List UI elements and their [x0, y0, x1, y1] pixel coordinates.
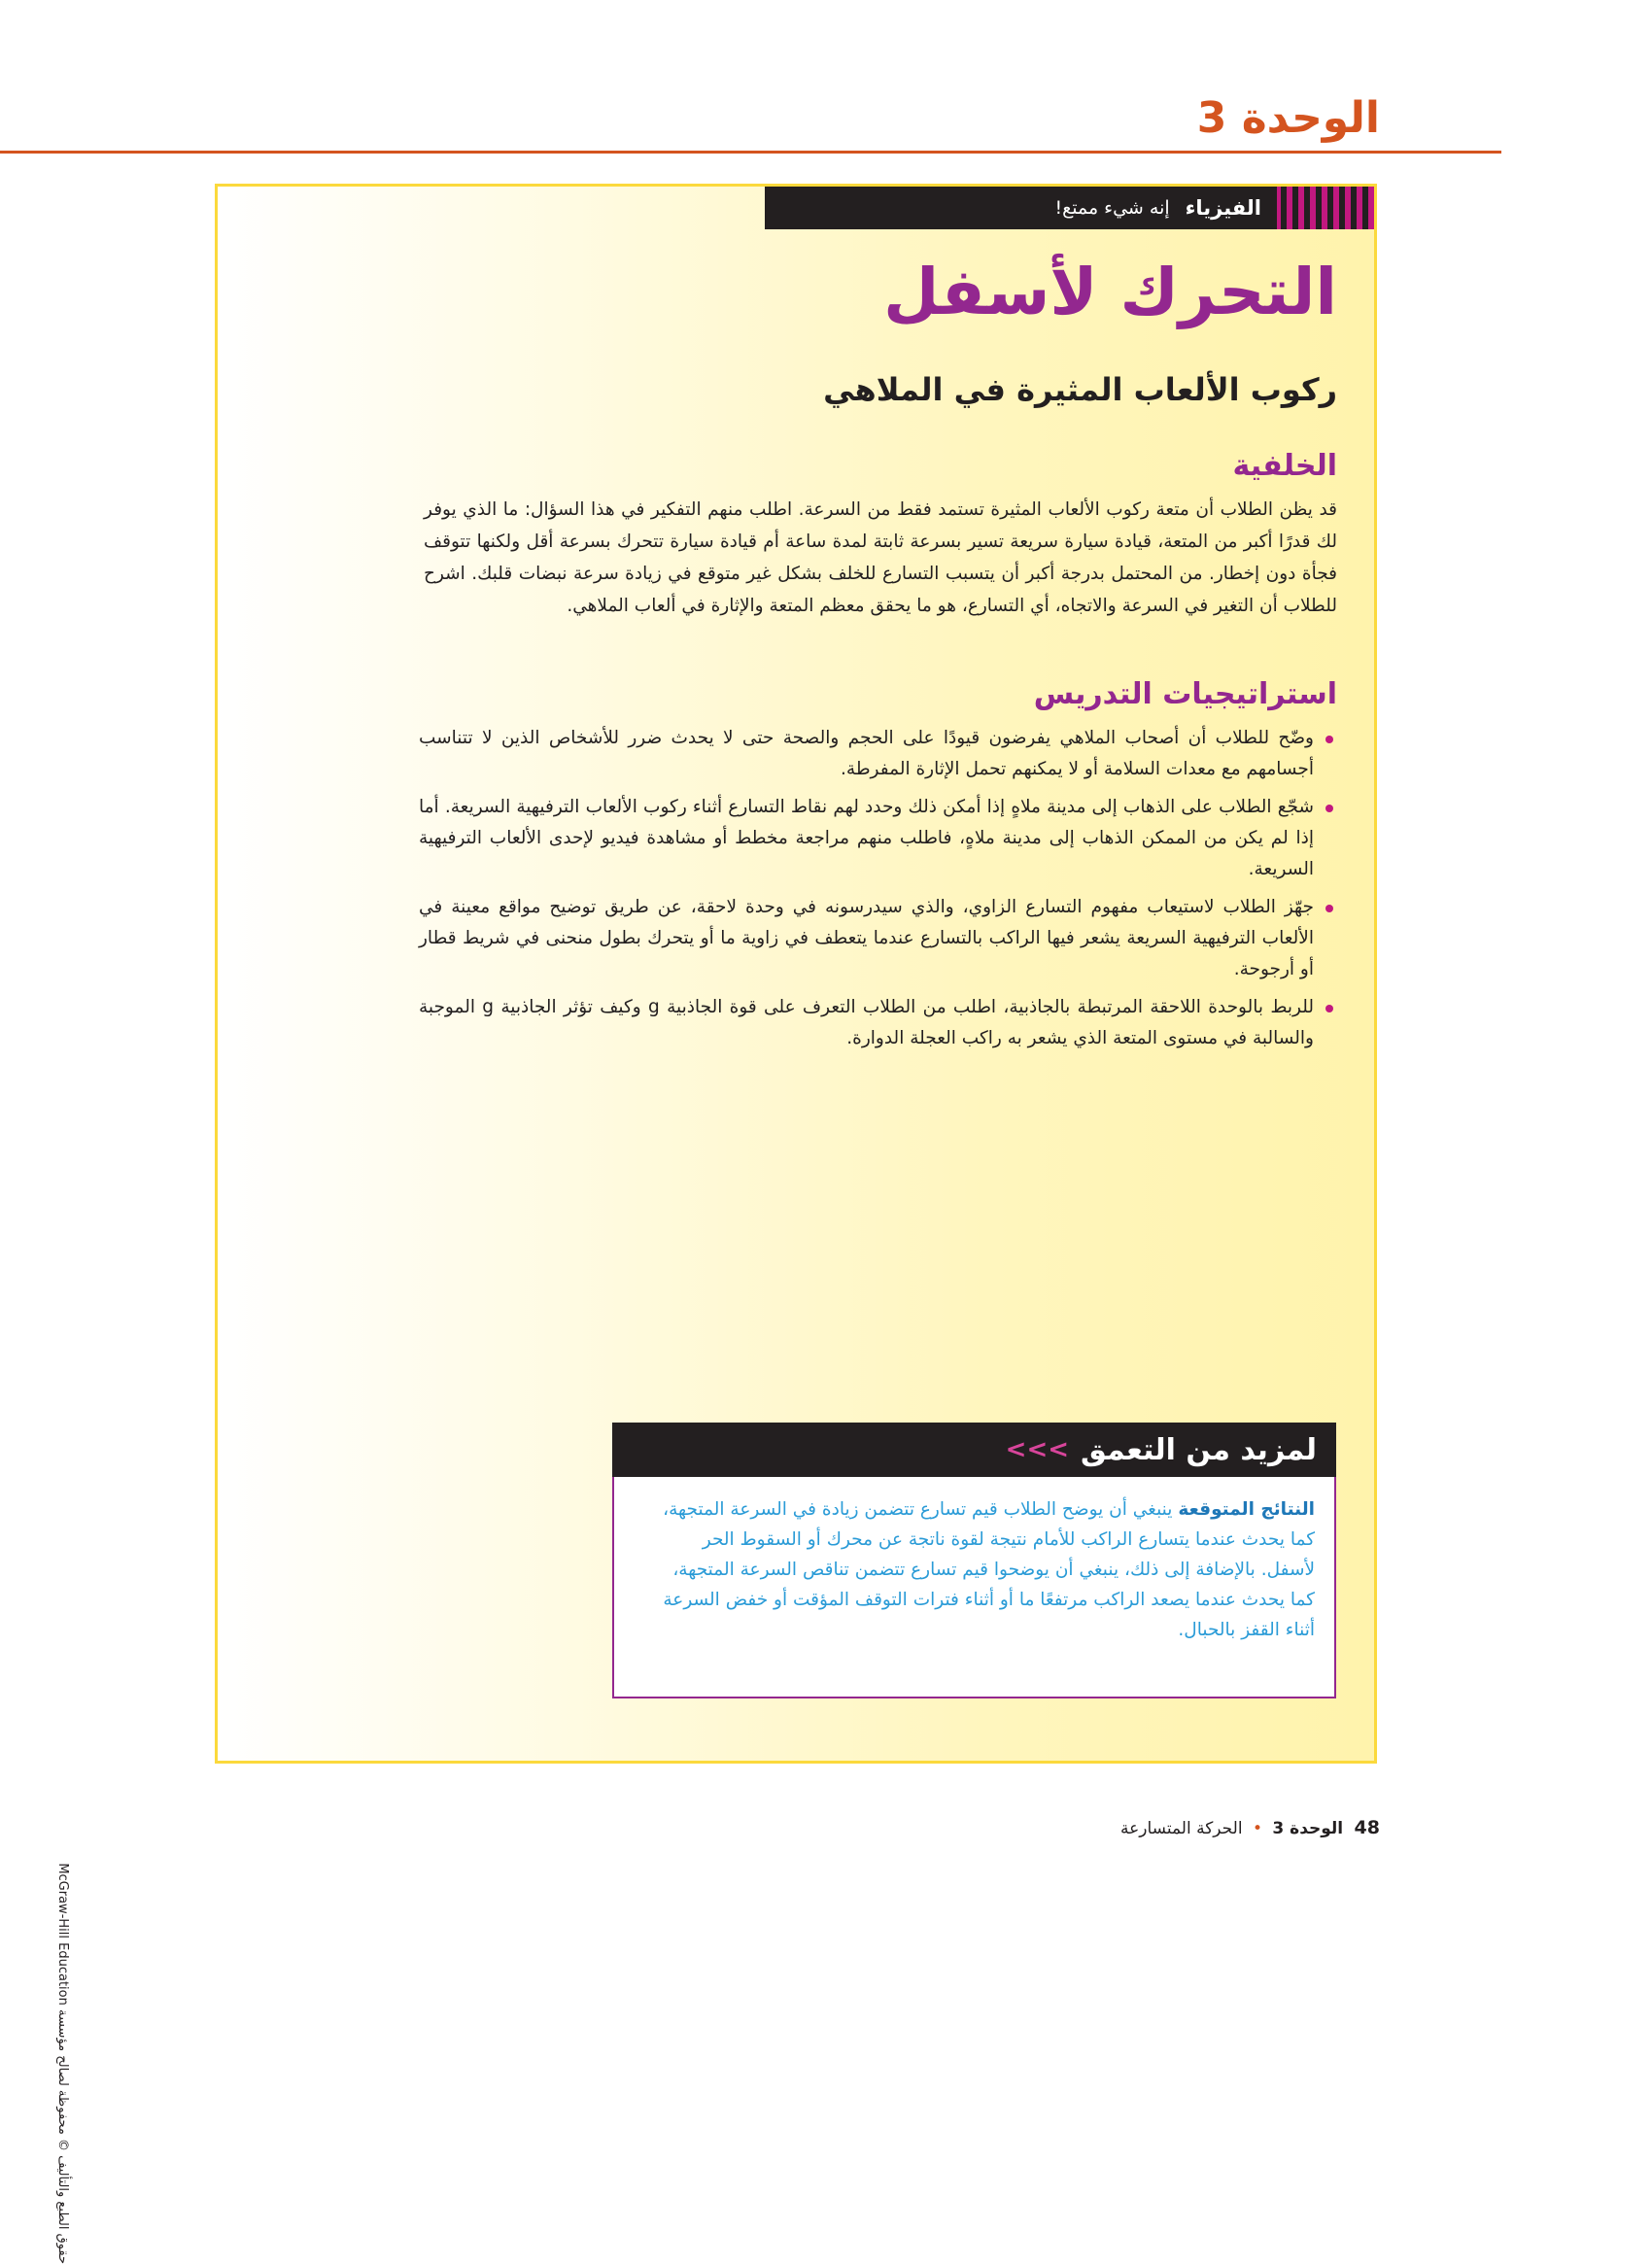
article-title: التحرك لأسفل — [883, 255, 1337, 329]
strategies-heading: استراتيجيات التدريس — [1033, 677, 1337, 711]
deep-dive-body: ينبغي أن يوضح الطلاب قيم تسارع تتضمن زيادة في السرعة المتجهة، كما يحدث عندما يتسارع الراكب للأمام نتيجة لقوة ناتجة عن محرك أو السقوط الحر لأسفل. بالإضافة إلى ذلك، ينبغي أن يوضحوا قيم تسارع تتضمن تناقص السرعة المتجهة، كما يحدث عندما يصعد الراكب مرتفعًا ما أو أثناء فترات التوقف المؤقت أو خفض السرعة أثناء القفز بالحبال. — [663, 1499, 1315, 1640]
footer-separator: • — [1252, 1819, 1262, 1838]
unit-divider — [0, 151, 1501, 154]
banner-tagline: إنه شيء ممتع! — [1054, 197, 1170, 219]
strategy-item: جهّز الطلاب لاستيعاب مفهوم التسارع الزاوي، والذي سيدرسونه في وحدة لاحقة، عن طريق توضيح مواقع معينة في الألعاب الترفيهية السريعة يشعر فيها الراكب بالتسارع عندما يتعطف في زاوية ما أو يتحرك بطول منحنى في شريط قطار أو أرجوحة. — [419, 892, 1337, 985]
strategy-item: وضّح للطلاب أن أصحاب الملاهي يفرضون قيودًا على الحجم والصحة حتى لا يحدث ضرر للأشخاص الذين لا تتناسب أجسامهم مع معدات السلامة أو لا يمكنهم تحمل الإثارة المفرطة. — [419, 723, 1337, 785]
background-heading: الخلفية — [1232, 449, 1337, 483]
banner-label: الفيزياء — [1185, 196, 1261, 220]
expected-results-label: النتائج المتوقعة — [1178, 1499, 1315, 1520]
page-footer — [1120, 1817, 1380, 1838]
feature-box — [215, 184, 1377, 1764]
chevrons-icon: >>> — [1005, 1435, 1070, 1464]
strategies-list — [419, 723, 1337, 1061]
article-subtitle: ركوب الألعاب المثيرة في الملاهي — [823, 371, 1337, 408]
deep-dive-text — [644, 1494, 1315, 1645]
page-number: 48 — [1354, 1817, 1380, 1838]
footer-unit: الوحدة 3 — [1272, 1819, 1344, 1838]
footer-chapter: الحركة المتسارعة — [1120, 1819, 1243, 1838]
deep-dive-box — [612, 1477, 1336, 1698]
copyright-credit: McGraw-Hill Education حقوق الطبع والتأليف © محفوظة لصالح مؤسسة — [55, 1863, 70, 2264]
unit-title: الوحدة 3 — [1196, 93, 1380, 143]
strategy-item: شجّع الطلاب على الذهاب إلى مدينة ملاهٍ إذا أمكن ذلك وحدد لهم نقاط التسارع أثناء ركوب الألعاب الترفيهية السريعة. أما إذا لم يكن من الممكن الذهاب إلى مدينة ملاهٍ، فاطلب منهم مراجعة مخطط أو مشاهدة فيديو لإحدى الألعاب الترفيهية السريعة. — [419, 792, 1337, 885]
physics-banner — [765, 187, 1374, 229]
strategy-item: للربط بالوحدة اللاحقة المرتبطة بالجاذبية، اطلب من الطلاب التعرف على قوة الجاذبية g وكيف تؤثر الجاذبية g الموجبة والسالبة في مستوى المتعة الذي يشعر به راكب العجلة الدوارة. — [419, 992, 1337, 1054]
deep-dive-header — [612, 1423, 1336, 1477]
deep-dive-title: لمزيد من التعمق — [1081, 1432, 1317, 1467]
background-paragraph: قد يظن الطلاب أن متعة ركوب الألعاب المثيرة تستمد فقط من السرعة. اطلب منهم التفكير في هذا السؤال: ما الذي يوفر لك قدرًا أكبر من المتعة، قيادة سيارة سريعة تسير بسرعة ثابتة لمدة ساعة أم قيادة سيارة تتحرك بسرعة أقل ولكنها تتوقف فجأة دون إخطار. من المحتمل بدرجة أكبر أن يتسبب التسارع للخلف بشكل غير متوقع في زيادة سرعة نبضات قلبك. اشرح للطلاب أن التغير في السرعة والاتجاه، أي التسارع، هو ما يحقق معظم المتعة والإثارة في ألعاب الملاهي. — [424, 499, 1337, 616]
banner-stripes — [1277, 187, 1374, 229]
